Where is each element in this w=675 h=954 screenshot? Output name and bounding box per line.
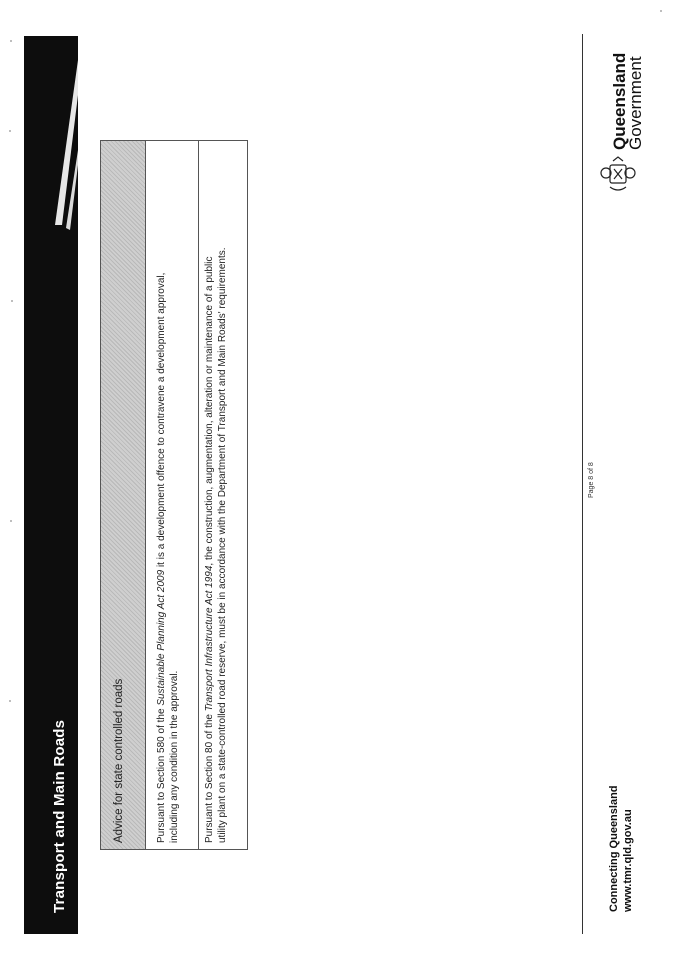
gov-wordmark-queensland: Queensland <box>610 52 629 150</box>
footer-org: Connecting Queensland <box>608 785 620 912</box>
gov-wordmark-government: Government <box>626 56 645 150</box>
row-divider <box>198 141 199 849</box>
header-title: Transport and Main Roads <box>51 719 68 913</box>
advice-row-1-line-1: Pursuant to Section 580 of the Sustainable Planning Act 2009 it is a development offence to contravene a development approval, <box>156 272 167 843</box>
act-name: Sustainable Planning Act 2009 <box>156 569 167 706</box>
advice-row-1-line-2: including any condition in the approval. <box>169 670 180 843</box>
page-number: Page 8 of 8 <box>588 462 595 498</box>
act-name: Transport Infrastructure Act 1994 <box>204 565 215 712</box>
queensland-crest-icon <box>600 155 636 195</box>
footer-rule <box>582 34 583 934</box>
advice-row-2-line-1: Pursuant to Section 80 of the Transport Infrastructure Act 1994, the construction, augmentation, alteration or maintenance of a public <box>204 256 215 843</box>
advice-row-2-line-2: utility plant on a state-controlled road reserve, must be in accordance with the Department of Transport and Main Roads' requirements. <box>217 247 228 843</box>
advice-heading: Advice for state controlled roads <box>113 678 125 843</box>
footer-url: www.tmr.qld.gov.au <box>622 809 634 912</box>
